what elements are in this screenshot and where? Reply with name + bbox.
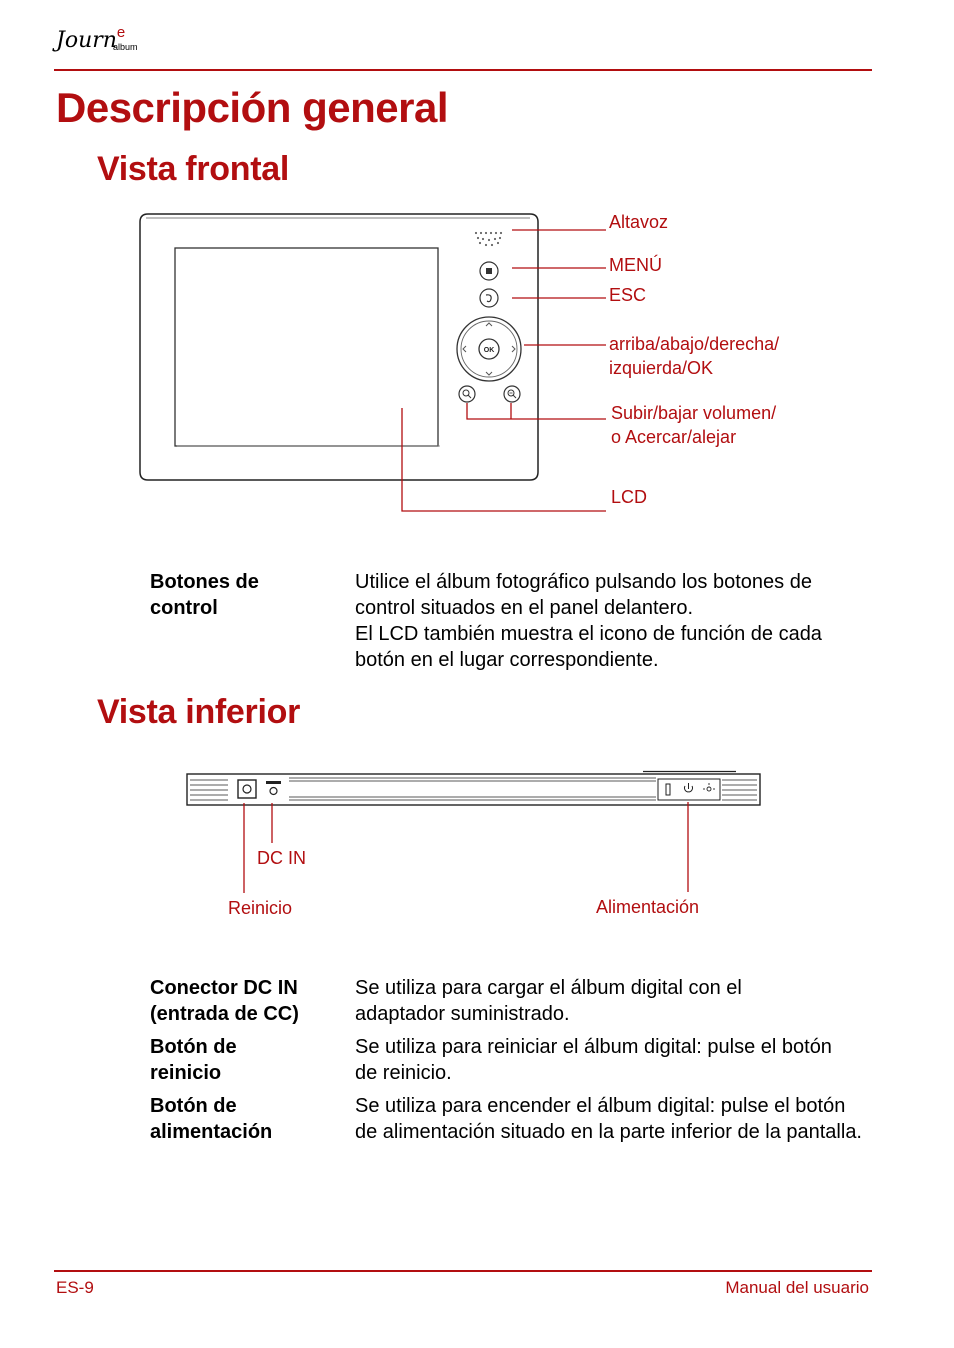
- logo-album: album: [113, 42, 138, 52]
- footer-page-number: ES-9: [56, 1278, 94, 1297]
- logo-e: e: [116, 24, 126, 41]
- desc-dc-in: Se utiliza para cargar el álbum digital con el adaptador suministrado.: [355, 977, 742, 1025]
- callout-power: Alimentación: [596, 897, 700, 917]
- desc-power: Se utiliza para encender el álbum digital: pulse el botón de alimentación situado en la parte inferior de la pantalla.: [355, 1095, 862, 1143]
- power-button-icon: [666, 783, 693, 795]
- section-heading-bottom: Vista inferior: [97, 693, 301, 731]
- callout-reset: Reinicio: [228, 898, 293, 918]
- desc-control-buttons-p1: Utilice el álbum fotográfico pulsando los botones de control situados en el panel delantero.: [355, 571, 812, 619]
- callout-esc: ESC: [609, 285, 647, 305]
- callout-menu: MENÚ: [609, 255, 662, 275]
- ok-button-label: OK: [483, 347, 495, 354]
- logo-script: Journ: [56, 28, 117, 53]
- callout-dc-in: DC IN: [257, 848, 306, 868]
- footer-manual-title: Manual del usuario: [725, 1278, 869, 1297]
- reset-port-icon: [238, 780, 256, 798]
- light-indicator-icon: [703, 783, 715, 791]
- term-power: Botón de alimentación: [150, 1095, 273, 1143]
- desc-reset: Se utiliza para reiniciar el álbum digital: pulse el botón de reinicio.: [355, 1036, 832, 1084]
- desc-control-buttons-p2: El LCD también muestra el icono de función de cada botón en el lugar correspondiente.: [355, 623, 822, 671]
- page-title: Descripción general: [56, 84, 448, 131]
- term-dc-in: Conector DC IN (entrada de CC): [150, 977, 299, 1025]
- callout-volume-2: o Acercar/alejar: [611, 427, 737, 447]
- callout-nav-2: izquierda/OK: [609, 358, 714, 378]
- section-heading-front: Vista frontal: [97, 150, 289, 188]
- callout-nav-1: arriba/abajo/derecha/: [609, 334, 780, 354]
- callout-lcd: LCD: [611, 487, 648, 507]
- term-control-buttons: Botones de control: [150, 571, 259, 619]
- callout-volume-1: Subir/bajar volumen/: [611, 403, 777, 423]
- footer-rule: [54, 1270, 872, 1272]
- dc-in-port-icon: [266, 781, 281, 795]
- callout-speaker: Altavoz: [609, 212, 669, 232]
- term-reset: Botón de reinicio: [150, 1036, 237, 1084]
